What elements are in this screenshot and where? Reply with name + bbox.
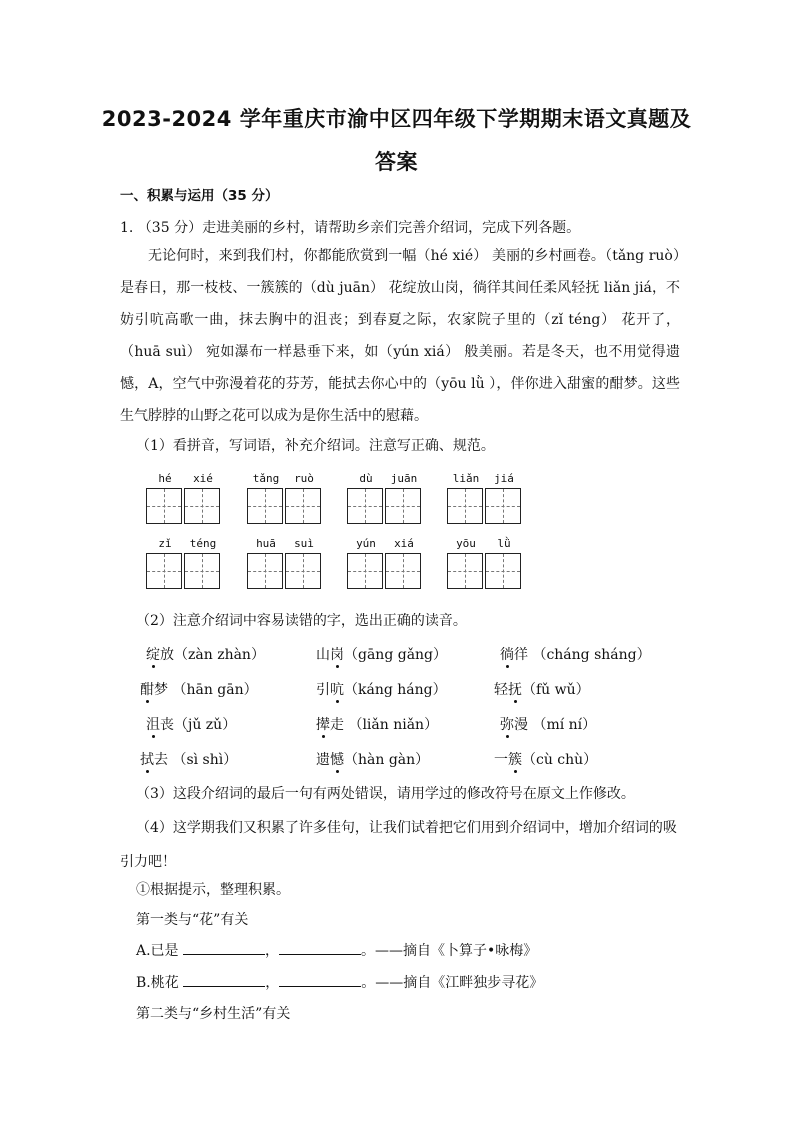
- pinyin-label: ruò: [294, 472, 314, 485]
- pinyin-label: dù: [359, 472, 373, 485]
- reading-prefix: 一: [494, 752, 508, 768]
- dotted-character: 簇: [508, 749, 522, 769]
- writing-cell[interactable]: [447, 488, 483, 524]
- blank-a1[interactable]: [183, 940, 265, 955]
- fill-line-b-source: 。——摘自《江畔独步寻花》: [361, 975, 544, 991]
- sub-question-3: （3）这段介绍词的最后一句有两处错误，请用学过的修改符号在原文上作修改。: [136, 786, 635, 802]
- dotted-character: 憾: [330, 749, 344, 769]
- pinyin-label: xié: [193, 472, 213, 485]
- reading-choice: [140, 679, 258, 699]
- pinyin-box-group: [146, 472, 224, 526]
- writing-cell[interactable]: [447, 553, 483, 589]
- sub-question-2: （2）注意介绍词中容易读错的字，选出正确的读音。: [136, 613, 467, 629]
- pinyin-label: yōu: [456, 537, 476, 550]
- category-2: 第二类与“乡村生活”有关: [136, 1006, 291, 1022]
- pinyin-label: liǎn: [452, 472, 480, 485]
- writing-cell[interactable]: [184, 488, 220, 524]
- writing-cell[interactable]: [485, 488, 521, 524]
- reading-options: （káng háng）: [344, 682, 447, 698]
- fill-line-b-prefix: B.桃花: [136, 975, 184, 991]
- reading-choice: [146, 714, 236, 734]
- reading-options: 梦 （hān gān）: [154, 682, 258, 698]
- pinyin-box-group: [247, 537, 325, 591]
- pinyin-label: suì: [294, 537, 314, 550]
- dotted-character: 沮: [146, 714, 160, 734]
- reading-choice: [140, 749, 237, 769]
- dotted-character: 徜: [500, 644, 514, 664]
- sub-question-1: （1）看拼音，写词语，补充介绍词。注意写正确、规范。: [136, 438, 495, 454]
- passage: [120, 240, 680, 432]
- pinyin-label: lǜ: [497, 537, 511, 550]
- reading-options: 漫 （mí ní）: [514, 717, 597, 733]
- writing-cell[interactable]: [184, 553, 220, 589]
- reading-choice: [494, 749, 597, 769]
- pinyin-label: yún: [356, 537, 376, 550]
- writing-cell[interactable]: [285, 488, 321, 524]
- dotted-character: 弥: [500, 714, 514, 734]
- reading-options: 丧（jǔ zǔ）: [160, 717, 237, 733]
- dotted-character: 抚: [508, 679, 522, 699]
- writing-cell[interactable]: [385, 488, 421, 524]
- reading-choice: [146, 644, 265, 664]
- reading-options: （fǔ wǔ）: [522, 682, 590, 698]
- reading-prefix: 轻: [494, 682, 508, 698]
- reading-prefix: 引: [316, 682, 330, 698]
- writing-cell[interactable]: [385, 553, 421, 589]
- dotted-character: 撵: [316, 714, 330, 734]
- pinyin-label: hé: [158, 472, 172, 485]
- reading-choice: [316, 679, 447, 699]
- pinyin-label: jiá: [494, 472, 514, 485]
- reading-options: （hàn gàn）: [344, 752, 430, 768]
- page-title-line1: 2023-2024 学年重庆市渝中区四年级下学期期末语文真题及: [101, 107, 692, 131]
- reading-options: 走 （liǎn niǎn）: [330, 717, 439, 733]
- reading-options: 去 （sì shì）: [154, 752, 238, 768]
- fill-line-b-comma: ，: [265, 975, 280, 991]
- pinyin-label: huā: [256, 537, 276, 550]
- pinyin-box-group: [247, 472, 325, 526]
- fill-line-b: [136, 972, 543, 993]
- pinyin-label: tǎng: [252, 472, 280, 485]
- sub-question-4-line2: 引力吧！: [120, 854, 176, 870]
- pinyin-label: zǐ: [158, 537, 172, 550]
- reading-options: 放（zàn zhàn）: [160, 647, 265, 663]
- pinyin-box-group: [347, 472, 425, 526]
- writing-cell[interactable]: [247, 553, 283, 589]
- pinyin-label: téng: [189, 537, 217, 550]
- pinyin-box-group: [146, 537, 224, 591]
- writing-cell[interactable]: [146, 488, 182, 524]
- pinyin-label: xiá: [394, 537, 414, 550]
- reading-choice: [500, 644, 651, 664]
- passage-text: 无论何时，来到我们村，你都能欣赏到一幅（hé xié） 美丽的乡村画卷。（tǎng ruò）是春日，那一枝枝、一簇簇的（dù juān） 花绽放山岗，徜徉其间任柔风轻抚 liǎn jiá，不妨引吭高歌一曲，抹去胸中的沮丧；到春夏之际，农家院子里的（zǐ téng） 花开了，（huā suì） 宛如瀑布一样悬垂下来，如（yún xiá） 般美丽。若是冬天，也不用觉得遗憾，A，空气中弥漫着花的芬芳，能拭去你心中的（yōu lǜ ），伴你进入甜蜜的酣梦。这些生气脖脖的山野之花可以成为是你生活中的慰藉。: [120, 248, 680, 424]
- writing-cell[interactable]: [285, 553, 321, 589]
- pinyin-box-group: [447, 472, 525, 526]
- writing-cell[interactable]: [347, 553, 383, 589]
- page-title-line2: 答案: [375, 150, 418, 174]
- sub-question-4-line1: （4）这学期我们又积累了许多佳句，让我们试着把它们用到介绍词中，增加介绍词的吸: [136, 820, 677, 836]
- category-1: 第一类与“花”有关: [136, 912, 249, 928]
- sub-question-4-1: ①根据提示，整理积累。: [136, 882, 290, 898]
- blank-b2[interactable]: [279, 972, 361, 987]
- reading-options: （cù chù）: [522, 752, 598, 768]
- reading-options: 徉 （cháng sháng）: [514, 647, 651, 663]
- reading-options: （gāng gǎng）: [344, 647, 448, 663]
- dotted-character: 酣: [140, 679, 154, 699]
- pinyin-label: juān: [390, 472, 418, 485]
- reading-choice: [500, 714, 596, 734]
- dotted-character: 吭: [330, 679, 344, 699]
- pinyin-box-group: [447, 537, 525, 591]
- question-1: 1. （35 分）走进美丽的乡村，请帮助乡亲们完善介绍词，完成下列各题。: [120, 220, 581, 236]
- pinyin-box-group: [347, 537, 425, 591]
- fill-line-a-source: 。——摘自《卜算子•咏梅》: [361, 943, 538, 959]
- section-heading: 一、积累与运用（35 分）: [120, 188, 279, 204]
- writing-cell[interactable]: [247, 488, 283, 524]
- writing-cell[interactable]: [146, 553, 182, 589]
- reading-prefix: 山: [316, 647, 330, 663]
- reading-prefix: 遗: [316, 752, 330, 768]
- reading-choice: [494, 679, 590, 699]
- dotted-character: 拭: [140, 749, 154, 769]
- fill-line-a-comma: ，: [265, 943, 280, 959]
- writing-cell[interactable]: [347, 488, 383, 524]
- reading-choice: [316, 749, 429, 769]
- blank-a2[interactable]: [279, 940, 361, 955]
- writing-cell[interactable]: [485, 553, 521, 589]
- reading-choice: [316, 714, 438, 734]
- dotted-character: 岗: [330, 644, 344, 664]
- fill-line-a-prefix: A.已是: [136, 943, 184, 959]
- fill-line-a: [136, 940, 537, 961]
- reading-choice: [316, 644, 447, 664]
- blank-b1[interactable]: [183, 972, 265, 987]
- dotted-character: 绽: [146, 644, 160, 664]
